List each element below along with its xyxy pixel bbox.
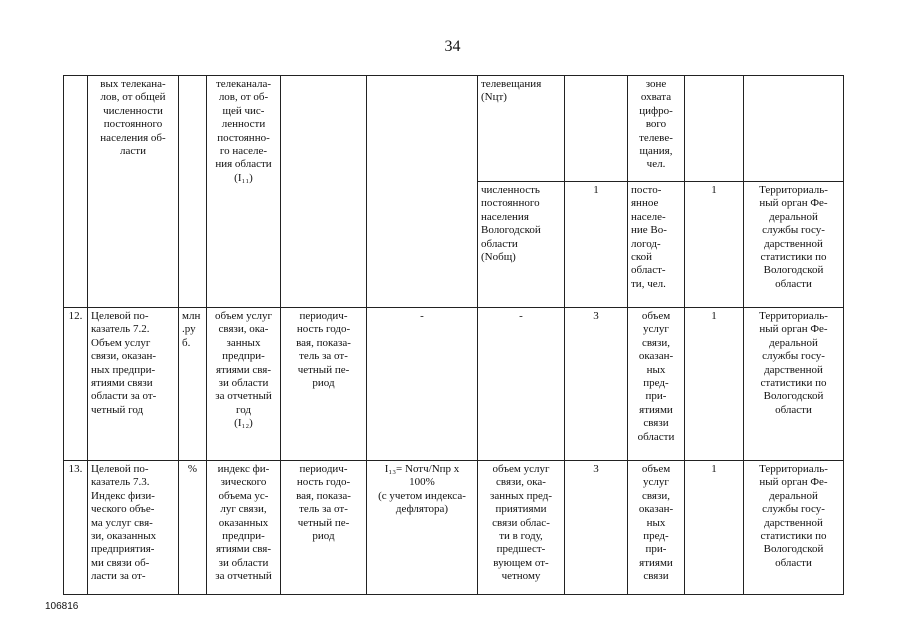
definition-cell: объем услуг связи, ока- занных предпри- ятиями свя- зи области за отчетный год (I₁₂) [207,308,281,461]
base-indicator-unit-cell: объем услуг связи, оказан- ных пред- при- ятиями связи [628,461,685,595]
row-number-cell [64,76,88,308]
base-indicator-cell: телевещания (Nцт) [478,76,565,182]
table-row [64,461,844,595]
base-indicator-cell: объем услуг связи, ока- занных пред- приятиями связи облас- ти в году, предшест- вующем от- четному [478,461,565,595]
indicator-name-cell: Целевой по- казатель 7.3. Индекс физи- ческого объе- ма услуг свя- зи, оказанных предприятия- ми связи об- ласти за от- [88,461,179,595]
base-indicator-unit-cell: посто- янное населе- ние Во- логод- ской област- ти, чел. [628,182,685,308]
collection-method-cell: 3 [565,461,628,595]
collection-method-cell [565,76,628,182]
collection-code-cell: 1 [685,182,744,308]
collection-code-cell: 1 [685,461,744,595]
base-indicator-cell: - [478,308,565,461]
collection-code-cell: 1 [685,308,744,461]
base-indicator-unit-cell: зоне охвата цифро- вого телеве- щания, чел. [628,76,685,182]
table-row [64,76,844,182]
indicator-name-cell: Целевой по- казатель 7.2. Объем услуг связи, оказан- ных предпри- ятиями связи области за от- четный год [88,308,179,461]
formula-cell [367,76,478,308]
base-indicator-unit-cell: объем услуг связи, оказан- ных пред- при- ятиями связи области [628,308,685,461]
unit-cell [179,76,207,308]
table-row [64,308,844,461]
responsible-cell: Территориаль- ный орган Фе- деральной службы госу- дарственной статистики по Вологодской области [744,308,844,461]
collection-method-cell: 1 [565,182,628,308]
definition-cell: индекс фи- зического объема ус- луг связи, оказанных предпри- ятиями свя- зи области за отчетный [207,461,281,595]
responsible-cell: Территориаль- ный орган Фе- деральной службы госу- дарственной статистики по Вологодской области [744,461,844,595]
row-number-cell: 12. [64,308,88,461]
definition-cell: телеканала- лов, от об- щей чис- ленности постоянно- го населе- ния области (I₁₁) [207,76,281,308]
formula-cell: I₁₃= Nотч/Nпр x 100% (с учетом индекса- дефлятора) [367,461,478,595]
periodicity-cell: периодич- ность годо- вая, показа- тель за от- четный пе- риод [281,308,367,461]
unit-cell: млн .ру б. [179,308,207,461]
collection-code-cell [685,76,744,182]
document-code: 106816 [45,601,79,612]
collection-method-cell: 3 [565,308,628,461]
base-indicator-cell: численность постоянного населения Вологодской области (Nобщ) [478,182,565,308]
formula-cell: - [367,308,478,461]
row-number-cell: 13. [64,461,88,595]
periodicity-cell [281,76,367,308]
indicator-name-cell: вых телекана- лов, от общей численности постоянного населения об- ласти [88,76,179,308]
indicators-table [63,75,844,595]
periodicity-cell: периодич- ность годо- вая, показа- тель за от- четный пе- риод [281,461,367,595]
responsible-cell: Территориаль- ный орган Фе- деральной службы госу- дарственной статистики по Вологодской области [744,182,844,308]
responsible-cell [744,76,844,182]
unit-cell: % [179,461,207,595]
page-number: 34 [444,38,461,55]
